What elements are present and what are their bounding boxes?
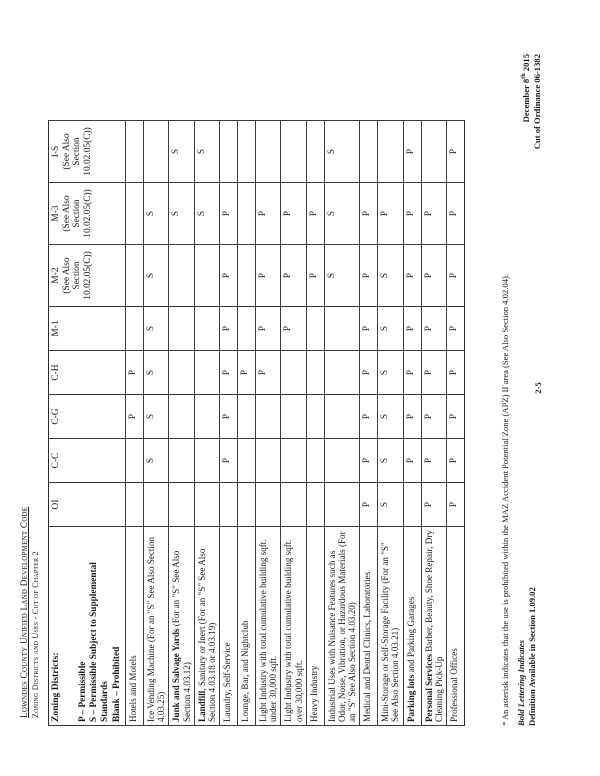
mark-cell: S (144, 439, 169, 483)
mark-cell (256, 395, 281, 439)
mark-cell: S (378, 307, 403, 351)
mark-cell (238, 307, 256, 351)
mark-cell: P (378, 183, 403, 245)
mark-cell (194, 307, 219, 351)
mark-cell (324, 395, 360, 439)
mark-cell (169, 395, 194, 439)
mark-cell: P (360, 395, 378, 439)
use-label-cell (169, 527, 194, 726)
table-row (360, 121, 378, 726)
table-row (403, 121, 421, 726)
mark-cell: P (421, 439, 446, 483)
table-row (126, 121, 144, 726)
page-number: 2-5 (533, 382, 543, 394)
table-row (306, 121, 324, 726)
mark-cell: P (220, 395, 238, 439)
mark-cell (126, 439, 144, 483)
mark-cell (421, 121, 446, 183)
mark-cell (194, 483, 219, 527)
mark-cell: P (446, 483, 464, 527)
legend-item-s: S – Permissible Subject to Supplemental Standards (89, 562, 111, 722)
mark-cell: P (281, 183, 306, 245)
mark-cell: S (144, 307, 169, 351)
district-header-cc (49, 439, 126, 483)
district-code-m1: M-1 (51, 320, 61, 337)
district-code-m2: M-2 (51, 267, 61, 284)
district-code-m3: M-3 (51, 205, 61, 222)
zoning-use-table (48, 120, 465, 726)
footer-date (520, 54, 532, 149)
district-header-is (49, 121, 126, 183)
use-label-bold: Landfill (196, 690, 207, 722)
mark-cell (403, 483, 421, 527)
mark-cell: S (378, 439, 403, 483)
asterisk-footnote: * An asterisk indicates that the use is prohibited within the MAZ Accident Potential Zone (APZ) II area (See Also Section 4.02.04). (500, 273, 510, 726)
mark-cell: P (256, 307, 281, 351)
use-label-text: Barber, Beauty, Shoe Repair, Dry Cleaning Pick-Up (423, 530, 444, 722)
legend-block (78, 530, 123, 722)
mark-cell: P (281, 307, 306, 351)
bold-lettering-line2: Definition Available in Section 1.09.02 (527, 587, 537, 726)
mark-cell (324, 483, 360, 527)
mark-cell: S (144, 351, 169, 395)
mark-cell (281, 439, 306, 483)
district-code-oi: OI (51, 499, 61, 510)
district-note-m2: (See Also Section 10.02.05(C)) (61, 251, 93, 300)
mark-cell (324, 307, 360, 351)
district-header-m1 (49, 307, 126, 351)
mark-cell: P (403, 245, 421, 307)
mark-cell: P (403, 307, 421, 351)
table-row (238, 121, 256, 726)
mark-cell (306, 483, 324, 527)
mark-cell (126, 307, 144, 351)
mark-cell: P (220, 307, 238, 351)
mark-cell (238, 439, 256, 483)
mark-cell (194, 245, 219, 307)
mark-cell: P (306, 183, 324, 245)
district-note-m3: (See Also Section 10.02.05(C)) (61, 189, 93, 238)
mark-cell (126, 121, 144, 183)
mark-cell: P (220, 183, 238, 245)
use-label-text: , Sanitary or Inert (For an "S" See Also Section 4.03.18 or 4.03.19) (196, 548, 217, 722)
mark-cell: S (378, 245, 403, 307)
mark-cell: P (446, 245, 464, 307)
mark-cell: P (360, 307, 378, 351)
district-header-oi (49, 483, 126, 527)
mark-cell (306, 121, 324, 183)
mark-cell (378, 121, 403, 183)
mark-cell: S (169, 183, 194, 245)
table-row (378, 121, 403, 726)
use-label-cell: Industrial Uses with Nuisance Features such as Odor, Noise, Vibration, or Hazardous Materials (For an "S" See Also Section 4.03.20) (324, 527, 360, 726)
mark-cell: S (194, 121, 219, 183)
legend-item-blank: Blank – Prohibited (111, 646, 122, 722)
use-label-bold: Junk and Salvage Yards (171, 628, 182, 722)
use-label-cell: Laundry, Self-Service (220, 527, 238, 726)
mark-cell: P (220, 351, 238, 395)
mark-cell: P (403, 183, 421, 245)
mark-cell (169, 351, 194, 395)
use-label-cell: Heavy Industry (306, 527, 324, 726)
district-code-is: I-S (51, 145, 61, 158)
use-label-cell: Medical and Dental Clinics, Laboratories (360, 527, 378, 726)
district-header-ch (49, 351, 126, 395)
mark-cell: P (360, 351, 378, 395)
table-row (169, 121, 194, 726)
mark-cell (220, 483, 238, 527)
document-footer-right (520, 54, 544, 149)
mark-cell: P (403, 121, 421, 183)
mark-cell: S (378, 483, 403, 527)
mark-cell: P (421, 483, 446, 527)
mark-cell: S (144, 183, 169, 245)
mark-cell: P (256, 245, 281, 307)
bold-lettering-line1: Bold Lettering Indicates (516, 640, 526, 726)
footer-ordinance: Cut of Ordinance 06-1382 (532, 54, 543, 150)
mark-cell: P (446, 121, 464, 183)
mark-cell (324, 351, 360, 395)
table-row (281, 121, 306, 726)
mark-cell: P (403, 351, 421, 395)
use-label-text: and Parking Garages (405, 596, 416, 675)
table-row (446, 121, 464, 726)
mark-cell: P (126, 395, 144, 439)
mark-cell: P (446, 307, 464, 351)
district-header-m2 (49, 245, 126, 307)
table-row (144, 121, 169, 726)
mark-cell: S (324, 121, 360, 183)
mark-cell: P (446, 351, 464, 395)
mark-cell: P (421, 307, 446, 351)
table-row (194, 121, 219, 726)
use-label-cell: Ice Vending Machine (For an "S" See Also Section 4.03.25) (144, 527, 169, 726)
table-row (324, 121, 360, 726)
table-row (220, 121, 238, 726)
mark-cell (238, 483, 256, 527)
mark-cell: P (421, 395, 446, 439)
district-header-cg (49, 395, 126, 439)
mark-cell: S (144, 245, 169, 307)
district-code-cc: C-C (51, 452, 61, 469)
mark-cell (169, 439, 194, 483)
footer-date-text: December 8th 2015 (520, 54, 531, 123)
district-code-ch: C-H (51, 364, 61, 381)
mark-cell (144, 483, 169, 527)
zoning-districts-title: Zoning Districts: (50, 652, 61, 722)
use-label-bold: Parking lots (405, 674, 416, 722)
mark-cell: S (169, 121, 194, 183)
table-row (256, 121, 281, 726)
mark-cell: P (360, 439, 378, 483)
mark-cell: P (421, 183, 446, 245)
mark-cell: P (446, 183, 464, 245)
mark-cell (238, 245, 256, 307)
mark-cell: P (360, 245, 378, 307)
use-column-header (49, 527, 126, 726)
mark-cell: P (256, 183, 281, 245)
use-label-cell: Light Industry with total cumulative building sqft. over 30,000 sqft. (281, 527, 306, 726)
mark-cell: P (238, 351, 256, 395)
mark-cell (169, 483, 194, 527)
use-label-cell (194, 527, 219, 726)
mark-cell (306, 395, 324, 439)
mark-cell: P (306, 245, 324, 307)
mark-cell (324, 439, 360, 483)
mark-cell: S (324, 183, 360, 245)
mark-cell: P (446, 395, 464, 439)
mark-cell: P (256, 351, 281, 395)
use-label-cell: Lounge, Bar, and Nightclub (238, 527, 256, 726)
mark-cell (238, 121, 256, 183)
table-header-row (49, 121, 126, 726)
mark-cell (194, 439, 219, 483)
use-label-cell: Professional Offices (446, 527, 464, 726)
district-code-cg: C-G (51, 408, 61, 425)
mark-cell (169, 307, 194, 351)
mark-cell: P (220, 439, 238, 483)
use-label-cell: Hotels and Motels (126, 527, 144, 726)
mark-cell (238, 395, 256, 439)
use-label-cell (403, 527, 421, 726)
running-head-line1: Lowndes County Unified Land Development Code (20, 506, 30, 718)
use-label-bold: Personal Services (423, 654, 434, 722)
mark-cell (238, 183, 256, 245)
mark-cell (281, 121, 306, 183)
mark-cell: P (403, 395, 421, 439)
mark-cell: P (220, 245, 238, 307)
running-head-line2: Zoning Districts and Uses - Cut of Chapter 2 (31, 551, 40, 718)
mark-cell (360, 121, 378, 183)
use-label-cell: Light Industry with total cumulative building sqft. under 30,000 sqft. (256, 527, 281, 726)
table-body (126, 121, 465, 726)
use-label-cell (421, 527, 446, 726)
mark-cell (306, 307, 324, 351)
mark-cell: P (403, 439, 421, 483)
mark-cell: P (281, 245, 306, 307)
mark-cell (281, 395, 306, 439)
table-row (421, 121, 446, 726)
district-note-is: (See Also Section 10.02.05(C)) (61, 127, 93, 176)
legend-item-p: P – Permissible (77, 661, 88, 722)
use-label-cell: Mini-Storage or Self-Storage Facility (For an "S" See Also Section 4.03.21) (378, 527, 403, 726)
mark-cell: P (421, 351, 446, 395)
mark-cell (144, 121, 169, 183)
mark-cell (281, 483, 306, 527)
running-head (20, 288, 40, 718)
mark-cell (256, 121, 281, 183)
mark-cell: P (446, 439, 464, 483)
mark-cell: S (324, 245, 360, 307)
district-header-m3 (49, 183, 126, 245)
mark-cell: P (360, 183, 378, 245)
mark-cell: P (421, 245, 446, 307)
use-label-text: (For an "S" See Also Section 4.03.12) (171, 550, 192, 722)
mark-cell (194, 351, 219, 395)
mark-cell: P (126, 351, 144, 395)
mark-cell (126, 183, 144, 245)
mark-cell: S (378, 395, 403, 439)
mark-cell (169, 245, 194, 307)
mark-cell (281, 351, 306, 395)
mark-cell (256, 483, 281, 527)
mark-cell (194, 395, 219, 439)
mark-cell (126, 245, 144, 307)
mark-cell: S (144, 395, 169, 439)
date-ordinal-suffix: th (520, 73, 527, 79)
mark-cell (306, 439, 324, 483)
mark-cell (306, 351, 324, 395)
mark-cell (126, 483, 144, 527)
mark-cell: S (378, 351, 403, 395)
mark-cell (220, 121, 238, 183)
mark-cell: P (360, 483, 378, 527)
mark-cell (256, 439, 281, 483)
mark-cell: S (194, 183, 219, 245)
